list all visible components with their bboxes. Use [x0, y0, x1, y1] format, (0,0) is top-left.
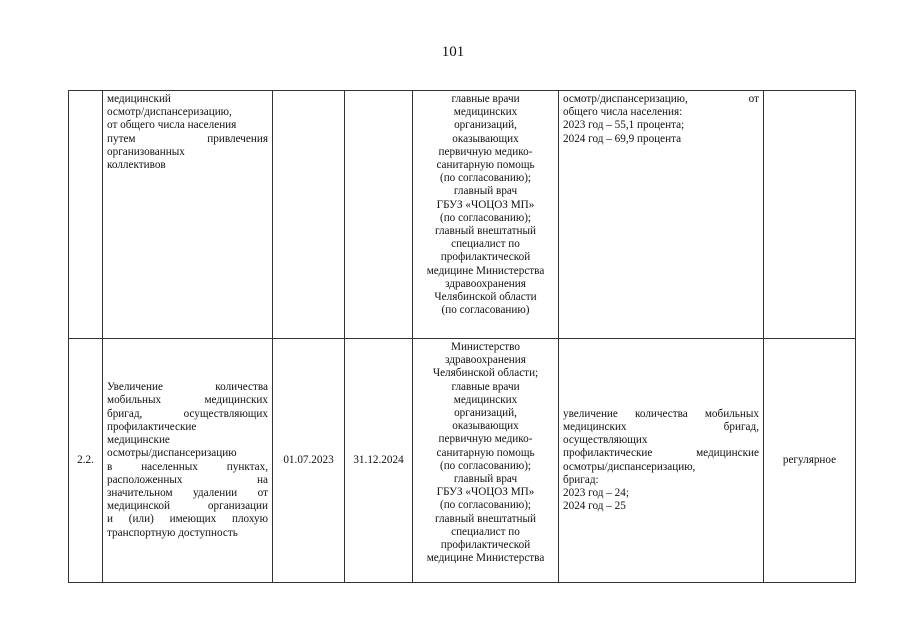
executor-line: (по согласованию); [439, 459, 532, 472]
executor-line: главный внештатный [434, 225, 537, 238]
executor-line: организаций, [454, 119, 517, 132]
executor-line: главные врачи [451, 380, 520, 393]
start-date-cell: 01.07.2023 [273, 339, 345, 583]
activity-line: медицинский [107, 93, 171, 105]
table-row [69, 91, 856, 339]
table-row [69, 339, 856, 583]
executor-line: главный врач [453, 185, 518, 198]
end-date-cell: 31.12.2024 [345, 339, 413, 583]
executor-line: организаций, [454, 407, 517, 420]
activity-line: организованных [107, 145, 185, 158]
activity-line: бригад, осуществляющих [107, 407, 268, 420]
executors-cell [413, 91, 559, 339]
executor-line: (по согласованию) [441, 304, 530, 317]
measures-table [68, 90, 856, 583]
activity-line: медицинские [107, 434, 170, 447]
executor-line: здравоохранения [445, 354, 526, 367]
executor-line: (по согласованию); [439, 499, 532, 512]
executor-line: первичную медико- [438, 145, 533, 158]
result-line: осмотр/диспансеризацию, от [563, 93, 759, 105]
executor-line: оказывающих [452, 132, 519, 145]
activity-line: значительном удалении от [107, 486, 268, 499]
activity-line: медицинской организации [107, 500, 268, 513]
kind-cell: регулярное [764, 339, 856, 583]
activity-line: и (или) имеющих плохую [107, 513, 268, 526]
result-cell [559, 339, 764, 583]
activity-line: профилактические [107, 420, 197, 433]
activity-line: расположенных на [107, 473, 268, 486]
end-date-cell [345, 91, 413, 339]
executor-line: главный внештатный [434, 512, 537, 525]
result-line: общего числа населения: [563, 106, 683, 119]
executor-line: санитарную помощь [436, 159, 535, 172]
executor-line: (по согласованию); [439, 211, 532, 224]
activity-cell [103, 91, 273, 339]
result-line: 2023 год – 55,1 процента; [563, 119, 685, 132]
executor-line: первичную медико- [438, 433, 533, 446]
activity-line: осмотры/диспансеризацию [107, 447, 237, 460]
result-line: бригад: [563, 473, 599, 486]
executor-line: (по согласованию); [439, 172, 532, 185]
kind-cell [764, 91, 856, 339]
executor-line: Министерство [451, 341, 520, 353]
executor-line: ГБУЗ «ЧОЦОЗ МП» [436, 486, 535, 499]
executor-line: главный врач [453, 473, 518, 486]
executor-line: профилактической [440, 251, 531, 264]
result-line: профилактические медицинские [563, 447, 759, 460]
activity-line: мобильных медицинских [107, 394, 268, 407]
activity-line: от общего числа населения [107, 119, 237, 132]
executor-line: оказывающих [452, 420, 519, 433]
row-number-cell [69, 91, 103, 339]
executor-line: специалист по [451, 238, 520, 251]
activity-line: путем привлечения [107, 132, 268, 145]
executor-line: медицинских [453, 393, 518, 406]
activity-line: коллективов [107, 159, 166, 172]
activity-line: Увеличение количества [107, 381, 268, 394]
activity-cell [103, 339, 273, 583]
row-number-cell: 2.2. [69, 339, 103, 583]
result-line: осмотры/диспансеризацию, [563, 460, 696, 473]
executor-line: Челябинской области [434, 291, 537, 304]
activity-line: осмотр/диспансеризацию, [107, 106, 232, 119]
executor-line: Челябинской области; [432, 367, 539, 380]
start-date-cell [273, 91, 345, 339]
result-line: медицинских бригад, [563, 420, 759, 433]
result-line: 2023 год – 24; [563, 486, 629, 499]
executor-line: профилактической [440, 539, 531, 552]
result-line: 2024 год – 69,9 процента [563, 132, 682, 145]
activity-line: в населенных пунктах, [107, 460, 268, 473]
result-line: осуществляющих [563, 434, 648, 447]
executor-line: здравоохранения [445, 277, 526, 290]
executor-line: ГБУЗ «ЧОЦОЗ МП» [436, 198, 535, 211]
executor-line: специалист по [451, 525, 520, 538]
activity-line: транспортную доступность [107, 526, 238, 539]
executor-line: санитарную помощь [436, 446, 535, 459]
executor-line: главные врачи [451, 93, 520, 105]
result-line: увеличение количества мобильных [563, 407, 759, 420]
page-number: 101 [441, 44, 465, 60]
result-cell [559, 91, 764, 339]
executor-line: медицине Министерства [426, 552, 545, 565]
result-line: 2024 год – 25 [563, 500, 626, 513]
executors-cell [413, 339, 559, 583]
executor-line: медицине Министерства [426, 264, 545, 277]
executor-line: медицинских [453, 106, 518, 119]
